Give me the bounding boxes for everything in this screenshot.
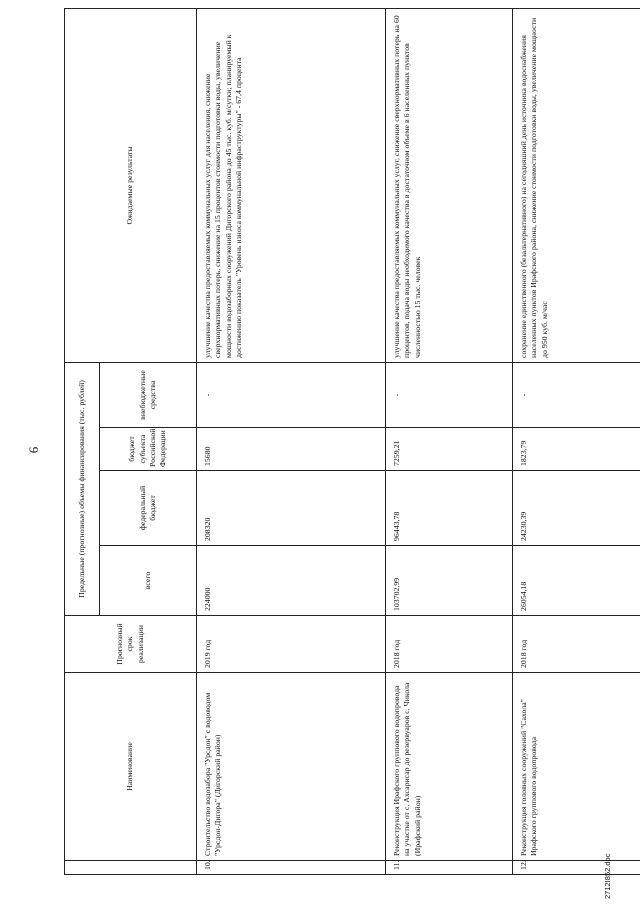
project-name: Реконструкция Ирафского группового водопровода на участке от с. Ахсарисар до резервуаров с. Чикола (Ирафский район) [386, 673, 513, 861]
header-name: Наименование [65, 673, 197, 861]
project-name: Строительство водозабора "Урсдон" с водоводом "Урсдон-Дигора" (Дигорский район) [197, 673, 386, 861]
project-name: Реконструкция головных сооружений "Сахола" Ирафского группового водопровода [513, 673, 640, 861]
amount-total: 103702,99 [386, 546, 513, 616]
financing-table [64, 8, 640, 875]
document-code: 2712I852.doc [603, 853, 612, 899]
header-num [65, 861, 197, 875]
page-number: 6 [26, 446, 41, 454]
amount-regional: 7259,21 [386, 428, 513, 471]
header-row-top [65, 8, 100, 874]
header-federal: федеральный бюджет [100, 471, 197, 546]
header-results: Ожидаемые результаты [65, 8, 197, 362]
row-number: 10. [197, 861, 386, 875]
expected-results: улучшение качества предоставляемых коммунальных услуг для населения, снижение сверхнормативных потерь, снижение на 15 процентов стоимости подготовки воды, увеличение мощности водозаборных сооружений Дигорского района до 45 тыс. куб. м/сутки; планируемый к достижению показатель "Уровень износа коммунальной инфраструктуры" - 67,4 процента [197, 8, 386, 362]
table-row [386, 8, 513, 874]
header-financing: Предельные (прогнозные) объемы финансирования (тыс. рублей) [65, 362, 100, 615]
expected-results: улучшение качества предоставляемых коммунальных услуг, снижение сверхнормативных потерь на 60 процентов, подача воды необходимого качества в достаточном объеме в 6 населенных пунктов численностью 15 тыс. человек [386, 8, 513, 362]
expected-results: сохранение единственного (безальтернативного) на сегодняшний день источника водоснабжения населенных пунктов Ирафского района, снижение стоимости подготовки воды, увеличение мощности до 950 куб. м/час [513, 8, 640, 362]
table-row [513, 8, 640, 874]
amount-total: 224000 [197, 546, 386, 616]
amount-extrabudget: - [386, 362, 513, 427]
row-number: 12. [513, 861, 640, 875]
row-number: 11. [386, 861, 513, 875]
header-term: Прогнозный срок реализации [65, 616, 197, 673]
table-row [197, 8, 386, 874]
amount-federal: 208320 [197, 471, 386, 546]
header-extra: внебюджетные средства [100, 362, 197, 427]
amount-regional: 15680 [197, 428, 386, 471]
project-term: 2019 год [197, 616, 386, 673]
amount-extrabudget: - [513, 362, 640, 427]
amount-extrabudget: - [197, 362, 386, 427]
amount-federal: 24230,39 [513, 471, 640, 546]
project-term: 2018 год [513, 616, 640, 673]
amount-regional: 1823,79 [513, 428, 640, 471]
amount-total: 26054,18 [513, 546, 640, 616]
amount-federal: 96443,78 [386, 471, 513, 546]
project-term: 2018 год [386, 616, 513, 673]
header-total: всего [100, 546, 197, 616]
header-regional: бюджет субъекта Российской Федерации [100, 428, 197, 471]
